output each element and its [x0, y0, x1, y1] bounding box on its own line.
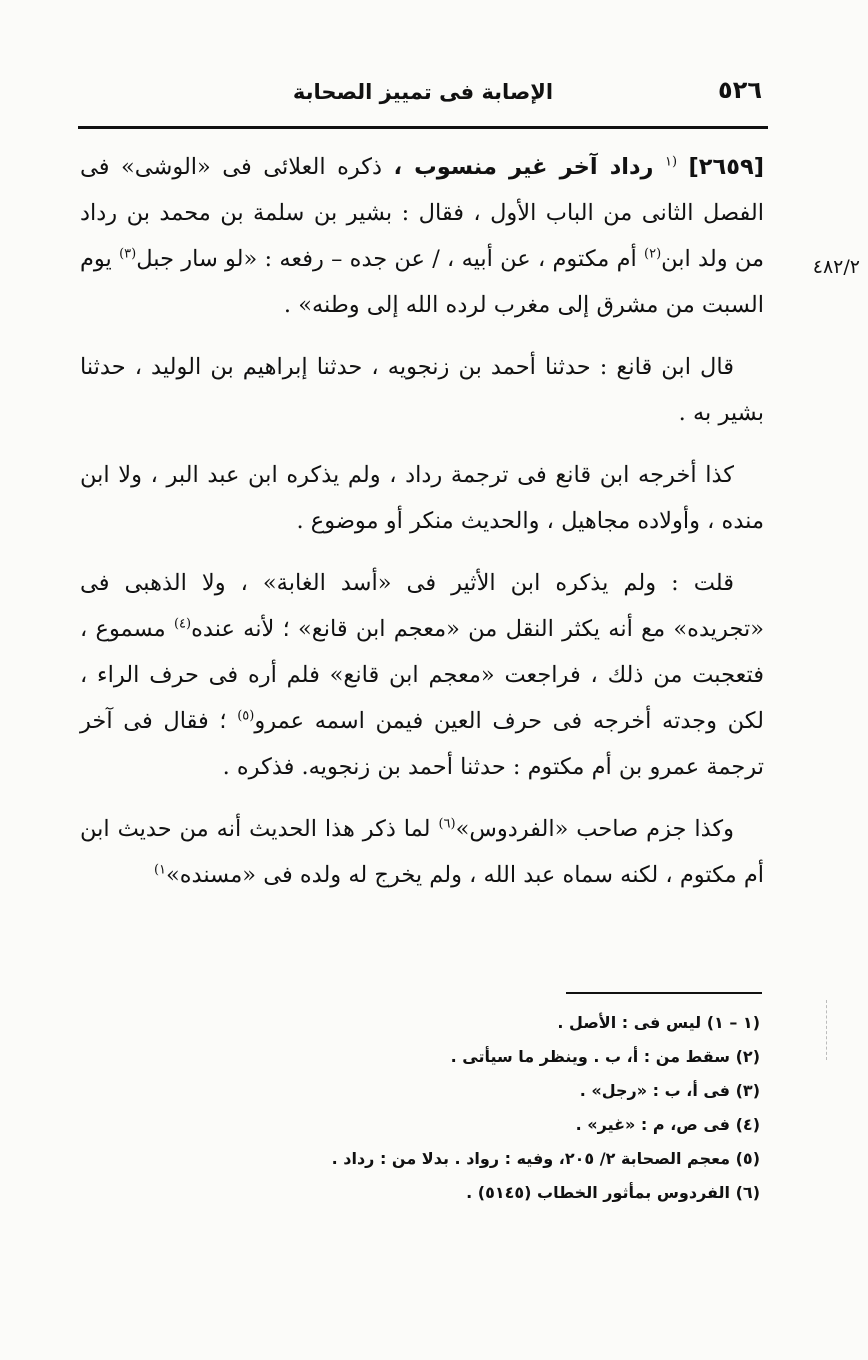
paragraph-4-part-a: قلت : ولم يذكره ابن الأثير فى «أسد الغابة» ، ولا الذهبى فى «تجريده» مع أنه يكثر النقل من «معجم ابن قانع» ؛ لأنه عنده: [80, 570, 765, 642]
paragraph-1-part-c: يوم السبت من مشرق إلى مغرب لرده الله إلى وطنه» .: [80, 246, 764, 318]
entry-paragraph-5: [80, 806, 764, 898]
paragraph-5-part-b: لما ذكر هذا الحديث أنه من حديث ابن أم مكتوم ، لكنه سماه عبد الله ، ولم يخرج له ولده فى «مسنده»: [80, 816, 764, 888]
footnote-6: (٦) الفردوس بمأثور الخطاب (٥١٤٥) .: [466, 1183, 760, 1202]
footnote-2: (٢) سقط من : أ، ب . وينظر ما سيأتى .: [450, 1047, 760, 1066]
footnotes-list: [90, 1006, 760, 1210]
paragraph-1-part-a: ذكره العلائى فى «الوشى» فى الفصل الثانى من الباب الأول ، فقال : بشير بن سلمة بن محمد بن رداد من ولد ابن: [80, 154, 765, 272]
main-text: [80, 144, 764, 914]
paragraph-4-part-c: ؛ فقال فى آخر ترجمة عمرو بن أم مكتوم : حدثنا أحمد بن زنجويه. فذكره .: [80, 708, 764, 780]
footnote-marker-4: (٤): [173, 616, 192, 632]
page-number: ٥٢٦: [718, 76, 762, 104]
entry-paragraph-4: [80, 560, 764, 790]
paragraph-4-part-b: مسموع ، فتعجبت من ذلك ، فراجعت «معجم ابن قانع» فلم أره فى حرف الراء ، لكن وجدته أخرجه فى حرف العين فيمن اسمه عمرو: [80, 616, 764, 734]
entry-paragraph-3: كذا أخرجه ابن قانع فى ترجمة رداد ، ولم يذكره ابن عبد البر ، ولا ابن منده ، وأولاده مجاهيل ، والحديث منكر أو موضوع .: [80, 462, 764, 534]
footnote-marker-3: (٣): [119, 246, 137, 262]
paragraph-1-part-b: أم مكتوم ، عن أبيه ، / عن جده – رفعه : «لو سار جبل: [136, 246, 637, 272]
footnote-marker-2: (٢): [644, 246, 662, 262]
footnote-divider: [566, 992, 762, 994]
footnote-1: (١ – ١) ليس فى : الأصل .: [557, 1013, 760, 1032]
entry-paragraph-1: [80, 144, 764, 328]
margin-reference: ٤٨٢/٢: [812, 256, 860, 278]
entry-paragraph-2: قال ابن قانع : حدثنا أحمد بن زنجويه ، حدثنا إبراهيم بن الوليد ، حدثنا بشير به .: [80, 354, 764, 426]
paragraph-5-part-a: وكذا جزم صاحب «الفردوس»: [455, 816, 735, 842]
scan-edge-mark: [826, 1000, 828, 1060]
footnote-marker-5: (٥): [237, 708, 255, 724]
footnote-marker-1-close: ١): [153, 862, 166, 878]
running-title: الإصابة فى تمييز الصحابة: [292, 80, 554, 104]
page-header: [78, 70, 768, 129]
entry-number: [٢٦٥٩]: [688, 154, 764, 180]
entry-title: رداد آخر غير منسوب ،: [393, 154, 654, 180]
footnote-marker-1-open: (١: [664, 154, 678, 170]
footnote-4: (٤) فى ص، م : «غير» .: [575, 1115, 760, 1134]
footnote-3: (٣) فى أ، ب : «رجل» .: [579, 1081, 760, 1100]
footnote-5: (٥) معجم الصحابة ٢/ ٢٠٥، وفيه : رواد . بدلا من : رداد .: [331, 1149, 760, 1168]
footnote-marker-6: (٦): [438, 816, 456, 832]
